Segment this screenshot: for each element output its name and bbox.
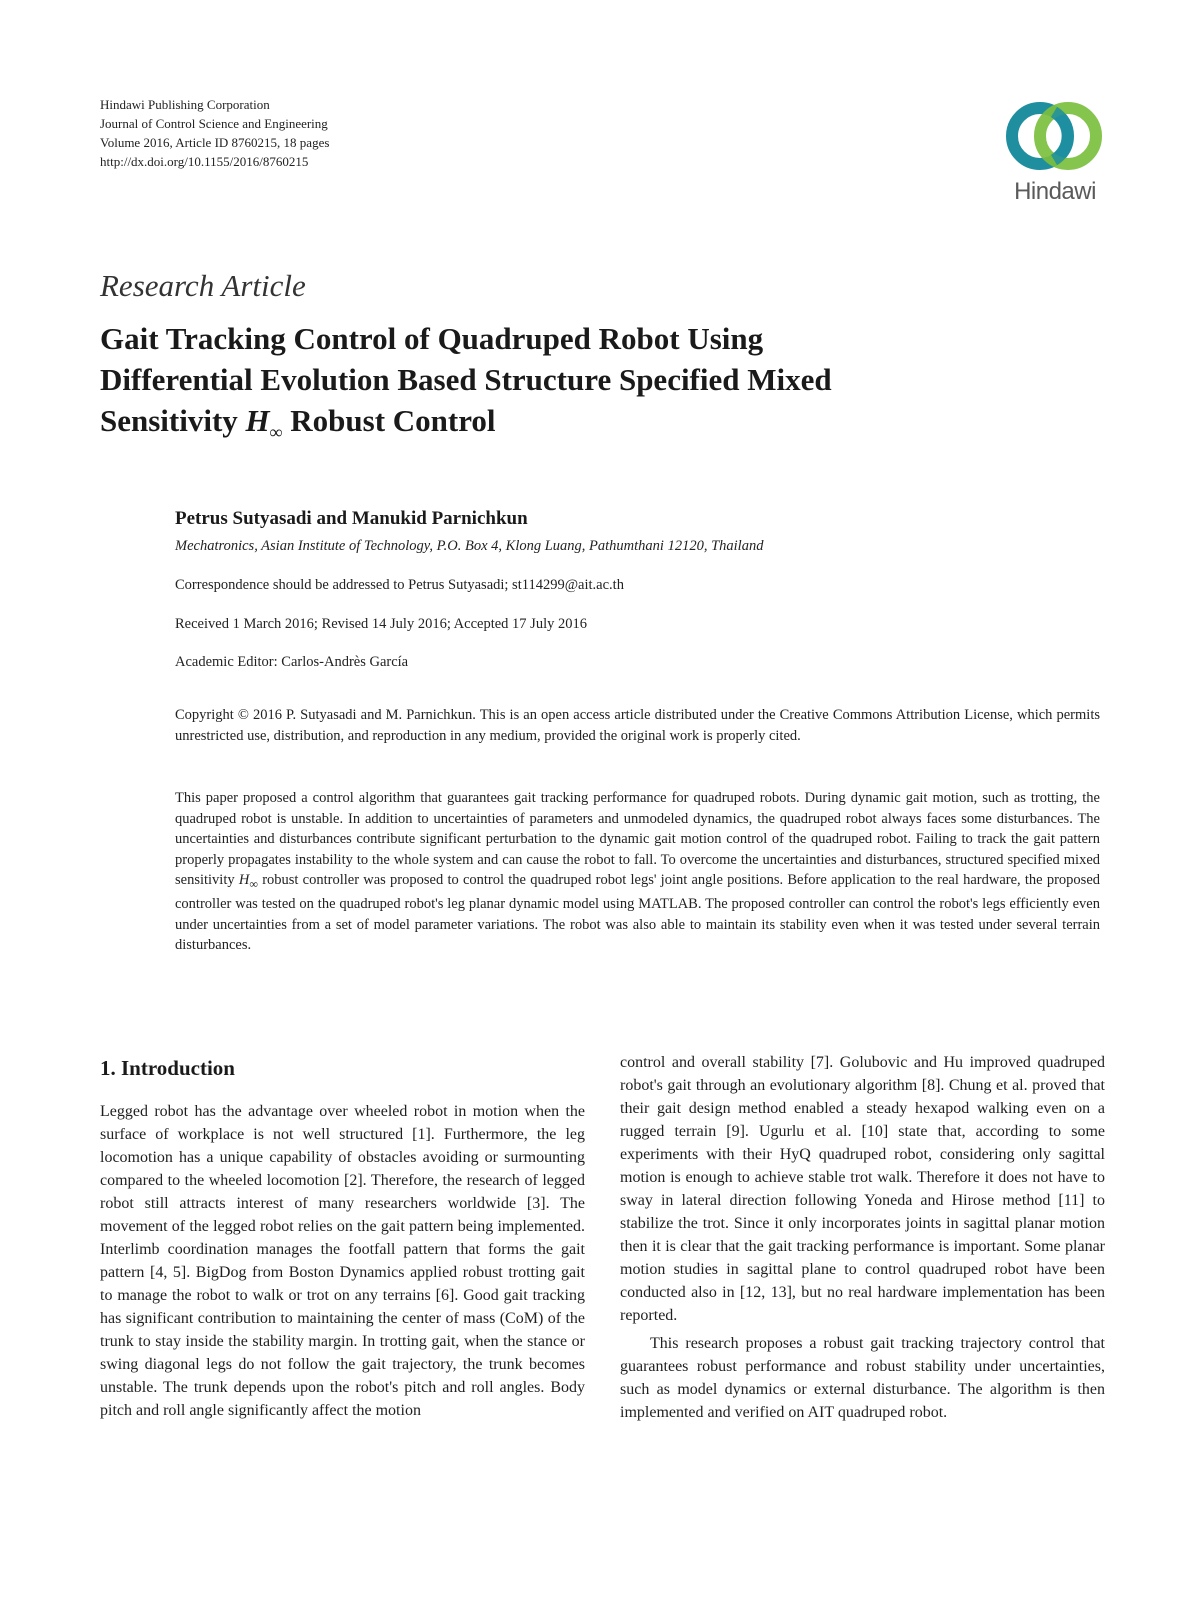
title-line-1: Gait Tracking Control of Quadruped Robot Using bbox=[100, 321, 764, 356]
volume-info: Volume 2016, Article ID 8760215, 18 pages bbox=[100, 135, 330, 150]
doi-link[interactable]: http://dx.doi.org/10.1155/2016/8760215 bbox=[100, 154, 309, 169]
intro-paragraph-1: Legged robot has the advantage over wheeled robot in motion when the surface of workplace is not well structured [1]. Furthermore, the leg locomotion has a unique capability of obstacles avoiding or surmounting compared to the wheeled locomotion [2]. Therefore, the research of legged robot still attracts interest of many researchers worldwide [3]. The movement of the legged robot relies on the gait pattern being implemented. Interlimb coordination manages the footfall pattern that forms the gait pattern [4, 5]. BigDog from Boston Dynamics applied robust trotting gait to manage the robot to walk or trot on any terrains [6]. Good gait tracking has significant contribution to maintaining the center of mass (CoM) of the trunk to stay inside the stability margin. In trotting gait, when the stance or swing diagonal legs do not follow the gait trajectory, the trunk becomes unstable. The trunk depends upon the robot's pitch and roll angles. Body pitch and roll angle significantly affect the motion bbox=[100, 1103, 585, 1419]
left-column bbox=[100, 1100, 585, 1422]
abstract-text-end: robust controller was proposed to control the quadruped robot legs' joint angle positions. Before application to the real hardware, the proposed controller was tested on the quadruped robot's leg planar dynamic model using MATLAB. The proposed controller can control the robot's legs efficiently even under uncertainties from a set of model parameter variations. The robot was also able to maintain its stability even when it was tested under several terrain disturbances. bbox=[175, 872, 1101, 954]
correspondence: Correspondence should be addressed to Petrus Sutyasadi; st114299@ait.ac.th bbox=[175, 577, 624, 593]
affiliation: Mechatronics, Asian Institute of Technology, P.O. Box 4, Klong Luang, Pathumthani 12120, Thailand bbox=[175, 538, 764, 554]
abstract-text-start: This paper proposed a control algorithm that guarantees gait tracking performance for quadruped robots. During dynamic gait motion, such as trotting, the quadruped robot is unstable. In addition to uncertainties of parameters and unmodeled dynamics, the quadruped robot always faces some disturbances. The uncertainties and disturbances contribute significant perturbation to the dynamic gait motion control of the quadruped robot. Failing to track the gait pattern properly propagates instability to the whole system and can cause the robot to fall. To overcome the uncertainties and disturbances, structured specified mixed sensitivity bbox=[175, 790, 1100, 888]
article-type: Research Article bbox=[100, 268, 306, 303]
intro-paragraph-3: This research proposes a robust gait tracking trajectory control that guarantees robust performance and robust stability under uncertainties, such as model dynamics or external disturbance. The algorithm is then implemented and verified on AIT quadruped robot. bbox=[620, 1335, 1105, 1421]
title-line-3-end: Robust Control bbox=[282, 403, 496, 438]
section-heading-introduction: 1. Introduction bbox=[100, 1056, 235, 1080]
received-dates: Received 1 March 2016; Revised 14 July 2016; Accepted 17 July 2016 bbox=[175, 616, 587, 632]
hindawi-logo-text: Hindawi bbox=[1014, 178, 1096, 205]
title-line-3 bbox=[100, 400, 1000, 446]
title-line-3-start: Sensitivity bbox=[100, 403, 246, 438]
abstract bbox=[175, 788, 1100, 956]
publication-info bbox=[100, 95, 329, 171]
abstract-h-symbol: H bbox=[238, 872, 250, 888]
authors: Petrus Sutyasadi and Manukid Parnichkun bbox=[175, 508, 528, 529]
h-infinity-symbol: H bbox=[245, 403, 270, 438]
intro-paragraph-2: control and overall stability [7]. Golubovic and Hu improved quadruped robot's gait through an evolutionary algorithm [8]. Chung et al. proved that their gait design method enabled a steady hexapod walking even on a rugged terrain [9]. Ugurlu et al. [10] state that, according to some experiments with their HyQ quadruped robot, considering only sagittal motion is enough to achieve stable trot walk. Therefore it does not have to sway in lateral direction following Yoneda and Hirose method [11] to stabilize the trot. Since it only incorporates joints in sagittal planar motion then it is clear that the gait tracking performance is important. Some planar motion studies in sagittal plane to control quadruped robot have been conducted also in [12, 13], but no real hardware implementation has been reported. bbox=[620, 1054, 1105, 1324]
paper-title bbox=[100, 318, 1000, 446]
infinity-subscript: ∞ bbox=[269, 422, 283, 442]
copyright-notice: Copyright © 2016 P. Sutyasadi and M. Parnichkun. This is an open access article distributed under the Creative Commons Attribution License, which permits unrestricted use, distribution, and reproduction in any medium, provided the original work is properly cited. bbox=[175, 707, 1100, 744]
publisher-name: Hindawi Publishing Corporation bbox=[100, 97, 270, 112]
title-line-2: Differential Evolution Based Structure Specified Mixed bbox=[100, 362, 832, 397]
abstract-infinity-subscript: ∞ bbox=[249, 876, 258, 891]
academic-editor: Academic Editor: Carlos-Andrès García bbox=[175, 654, 409, 670]
right-column bbox=[620, 1051, 1105, 1424]
journal-name: Journal of Control Science and Engineering bbox=[100, 116, 328, 131]
